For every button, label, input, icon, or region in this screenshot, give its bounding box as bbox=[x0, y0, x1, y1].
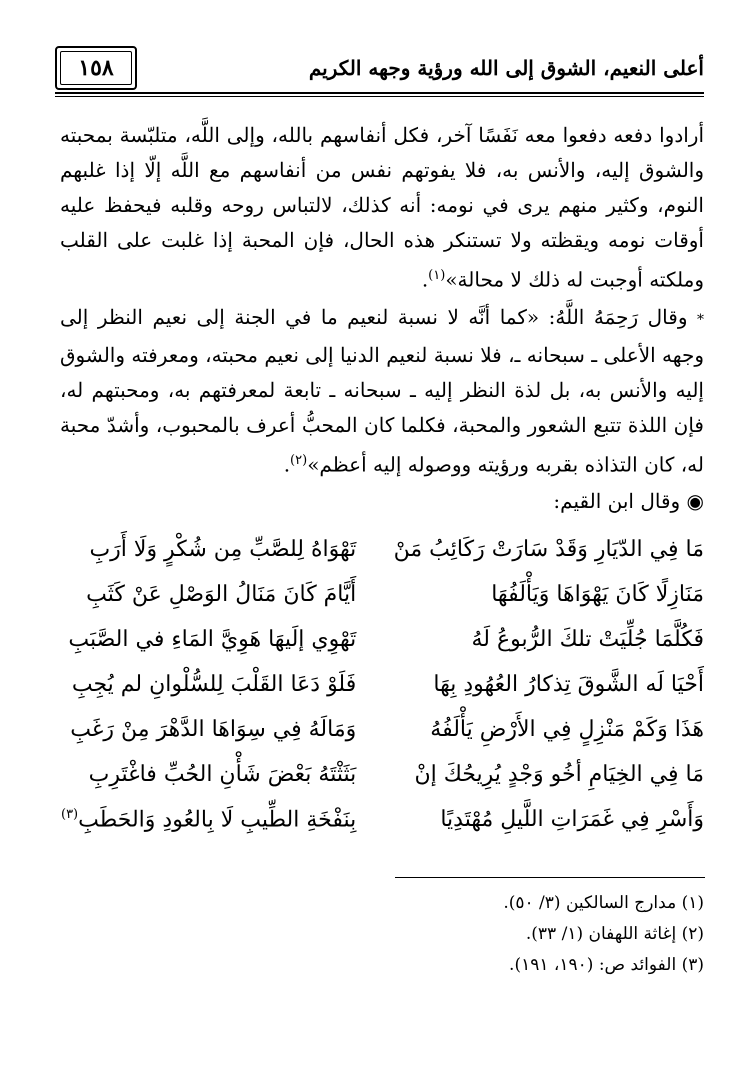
verse-line bbox=[60, 617, 704, 662]
footnote-ref-2: (٢) bbox=[290, 452, 308, 468]
verse-first-hemistich: أَحْيَا لَه الشَّوقَ تِذكارُ العُهُودِ بِهَا bbox=[433, 672, 704, 697]
verse-line bbox=[60, 662, 704, 707]
verse-second-hemistich-text: بِنَفْخَةِ الطِّيبِ لَا بِالعُودِ وَالحَطَبِ bbox=[78, 807, 357, 833]
paragraph-1-text: أرادوا دفعه دفعوا معه نَفَسًا آخر، فكل أنفاسهم بالله، وإلى اللَّه، متلبّسة بمحبته والشوق إليه، والأنس به، فلا يفوتهم نفس من أنفاسهم مع اللَّه إلّا إذا غلبهم النوم، وكثير منهم يرى في نومه: أنه كذلك، لالتباس روحه وقلبه فيحفظ عليه أوقات نومه ويقظته ولا تستنكر هذه الحال، فإن المحبة إذا غلبت على القلب وملكته أوجبت له ذلك لا محالة» bbox=[60, 123, 704, 292]
verse-line bbox=[60, 797, 704, 842]
page-number: ١٥٨ bbox=[78, 55, 114, 81]
footnote-ref-3: (٣) bbox=[60, 806, 79, 822]
verse-second-hemistich: فَلَوْ دَعَا القَلْبَ لِلسُّلْوانِ لم يُجِبِ bbox=[71, 672, 357, 697]
verse-line bbox=[60, 707, 704, 752]
footnote-separator bbox=[395, 877, 705, 878]
paragraph-3-text: وقال ابن القيم: bbox=[553, 489, 681, 514]
verse-first-hemistich: وَأَسْرِ فِي غَمَرَاتِ اللَّيلِ مُهْتَدِيًا bbox=[440, 807, 704, 832]
footnote-3: (٣) الفوائد ص: (١٩٠، ١٩١). bbox=[509, 955, 704, 975]
verse-second-hemistich: وَمَالَهُ فِي سِوَاهَا الدَّهْرَ مِنْ رَغَبِ bbox=[70, 717, 357, 742]
footnote-ref-1: (١) bbox=[428, 268, 446, 283]
bullet-marker: ◉ bbox=[686, 489, 704, 514]
paragraph-2-text: وقال رَحِمَهُ اللَّهُ: «كما أنَّه لا نسبة لنعيم ما في الجنة إلى نعيم النظر إلى وجهه الأعلى ـ سبحانه ـ، فلا نسبة لنعيم الدنيا إلى نعيم محبته، ومعرفته والشوق إليه والأنس به، بل لذة النظر إليه ـ سبحانه ـ تابعة لمعرفتهم به، ومحبتهم له، فإن اللذة تتبع الشعور والمحبة، فكلما كان المحبُّ أعرف بالمحبوب، وأشدّ محبة له، كان التذاذه بقربه ورؤيته ووصوله إليه أعظم» bbox=[60, 304, 704, 477]
verse-line bbox=[60, 572, 704, 617]
paragraph-1: أرادوا دفعه دفعوا معه نَفَسًا آخر، فكل أنفاسهم بالله، وإلى اللَّه، متلبّسة بمحبته والشوق إليه، والأنس به، فلا يفوتهم نفس من أنفاسهم مع اللَّه إلّا إذا غلبهم النوم، وكثير منهم يرى في نومه: أنه كذلك، لالتباس روحه وقلبه فيحفظ عليه أوقات نومه ويقظته ولا تستنكر هذه الحال، فإن المحبة إذا غلبت على القلب وملكته أوجبت له ذلك لا محالة»$^{(١)}$. bbox=[60, 123, 704, 292]
verse-first-hemistich: مَا فِي الدّيَارِ وَقَدْ سَارَتْ رَكَائِبُ مَنْ bbox=[393, 537, 704, 562]
footnote-2: (٢) إغاثة اللهفان (١/ ٣٣). bbox=[525, 924, 704, 944]
running-title: أعلى النعيم، الشوق إلى الله ورؤية وجهه الكريم bbox=[308, 56, 704, 80]
header-rule-thin bbox=[55, 96, 704, 97]
verse-second-hemistich: أَيَّامَ كَانَ مَنَالُ الوَصْلِ عَنْ كَثَبِ bbox=[86, 582, 357, 607]
verse-second-hemistich bbox=[60, 807, 356, 832]
page-number-frame bbox=[55, 46, 137, 90]
star-marker: * bbox=[697, 311, 704, 328]
verse-line bbox=[60, 527, 704, 572]
footnote-1: (١) مدارج السالكين (٣/ ٥٠). bbox=[503, 893, 704, 913]
verse-second-hemistich: تَهْوِي إلَيهَا هَوِيَّ المَاءِ في الصَّبَبِ bbox=[68, 627, 357, 652]
verse-second-hemistich: تَهْوَاهُ لِلصَّبِّ مِن شُكْرٍ وَلَا أَرَبِ bbox=[89, 537, 357, 562]
header-rule bbox=[55, 92, 704, 94]
body-text bbox=[60, 118, 704, 519]
paragraph-3 bbox=[60, 484, 704, 519]
verse-first-hemistich: هَذَا وَكَمْ مَنْزِلٍ فِي الأَرْضِ يَأْلَفُهُ bbox=[430, 717, 704, 742]
verse-first-hemistich: فَكُلَّمَا جُلِّيَتْ تلكَ الرُّبوعُ لَهُ bbox=[471, 627, 704, 652]
footnotes bbox=[384, 888, 704, 981]
page-header bbox=[55, 30, 704, 90]
verse-first-hemistich: مَنَازِلًا كَانَ يَهْوَاهَا وَيَأْلَفُهَا bbox=[491, 582, 704, 607]
verse-second-hemistich: بَثَثْتَهُ بَعْضَ شَأْنِ الحُبِّ فاغْتَرِبِ bbox=[88, 762, 357, 787]
verse-first-hemistich: مَا فِي الخِيَامِ أخُو وَجْدٍ يُرِيحُكَ إنْ bbox=[414, 762, 704, 787]
poem bbox=[60, 527, 704, 842]
verse-line bbox=[60, 752, 704, 797]
paragraph-2: * وقال رَحِمَهُ اللَّهُ: «كما أنَّه لا نسبة لنعيم ما في الجنة إلى نعيم النظر إلى وجهه الأعلى ـ سبحانه ـ، فلا نسبة لنعيم الدنيا إلى نعيم محبته، ومعرفته والشوق إليه والأنس به، بل لذة النظر إليه ـ سبحانه ـ تابعة لمعرفتهم به، ومحبتهم له، فإن اللذة تتبع الشعور والمحبة، فكلما كان المحبُّ أعرف بالمحبوب، وأشدّ محبة له، كان التذاذه بقربه ورؤيته ووصوله إليه أعظم»$^{(٢)}$. bbox=[60, 304, 704, 477]
